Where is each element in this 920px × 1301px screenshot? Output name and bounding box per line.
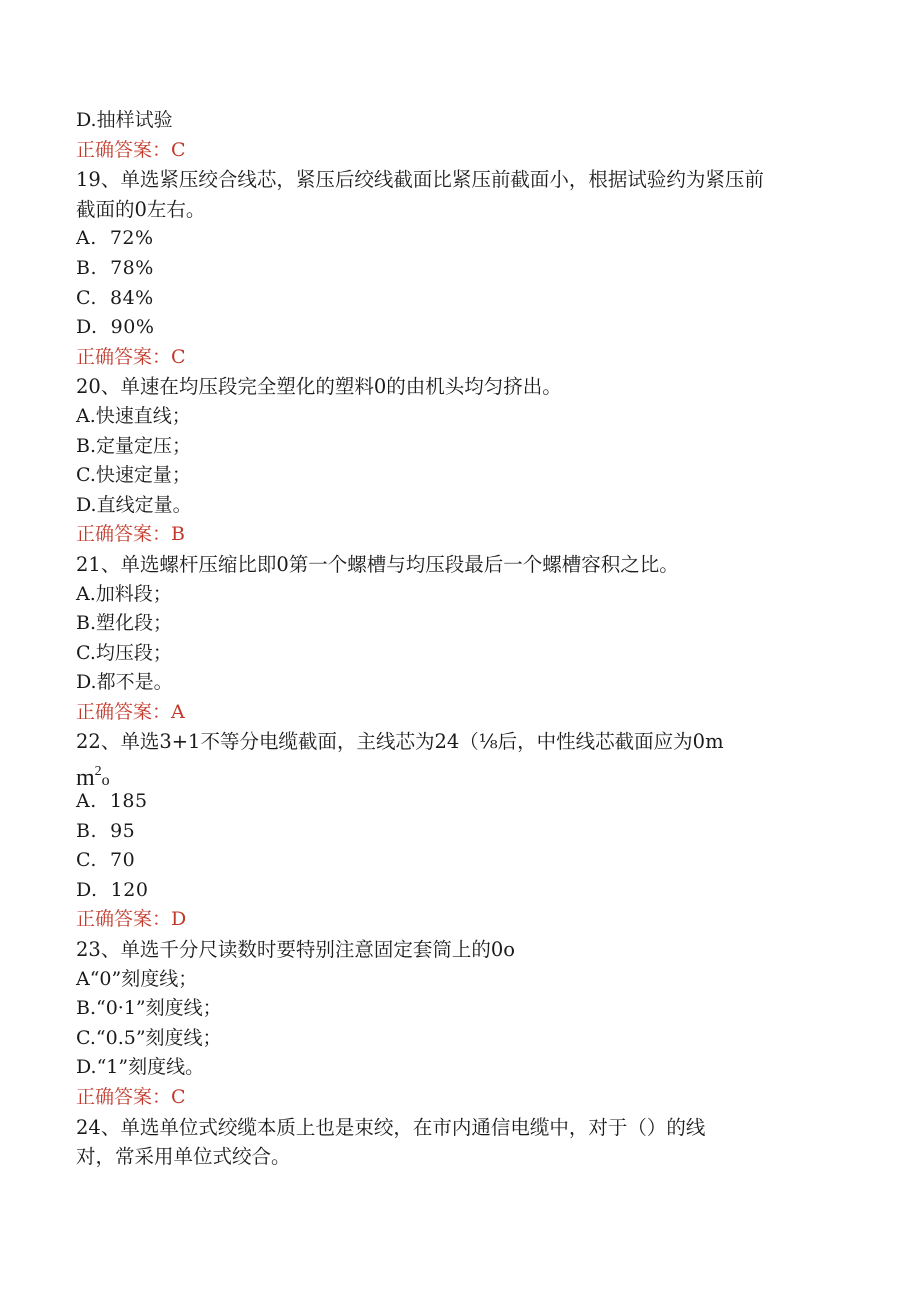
- option-line: C. 84%: [76, 286, 154, 309]
- question-line: 对，常采用单位式绞合。: [76, 1145, 291, 1169]
- answer-line: 正确答案：D: [76, 908, 187, 931]
- question-line: 20、单速在均压段完全塑化的塑料0的由机头均匀挤出。: [76, 375, 562, 399]
- option-line: C.“0.5”刻度线；: [76, 1026, 222, 1049]
- answer-line: 正确答案：C: [76, 345, 186, 368]
- option-line: D.都不是。: [76, 671, 173, 694]
- option-line: B.“0·1”刻度线；: [76, 997, 222, 1020]
- unit-superscript: 2: [94, 764, 102, 780]
- option-line: C.快速定量；: [76, 464, 191, 487]
- question-line: 24、单选单位式绞缆本质上也是束绞，在市内通信电缆中，对于（）的线: [76, 1115, 706, 1139]
- answer-line: 正确答案：A: [76, 700, 185, 723]
- question-line: 21、单选螺杆压缩比即0第一个螺槽与均压段最后一个螺槽容积之比。: [76, 552, 679, 576]
- option-line: A. 72%: [76, 227, 154, 250]
- option-line: B.塑化段；: [76, 612, 173, 635]
- option-line: C. 70: [76, 849, 136, 872]
- unit-base: m: [76, 765, 95, 792]
- question-line: 19、单选紧压绞合线芯，紧压后绞线截面比紧压前截面小，根据试验约为紧压前: [76, 168, 764, 192]
- question-line: 23、单选千分尺读数时要特别注意固定套筒上的0o: [76, 938, 515, 962]
- option-line: D.直线定量。: [76, 493, 192, 516]
- answer-line: 正确答案：B: [76, 523, 185, 546]
- option-line: D. 90%: [76, 316, 155, 339]
- unit-tail: o: [101, 772, 110, 790]
- option-line: D.“1”刻度线。: [76, 1056, 205, 1079]
- option-line: A.快速直线；: [76, 404, 191, 427]
- option-line: A“0”刻度线；: [76, 967, 198, 990]
- answer-line: 正确答案：C: [76, 1086, 186, 1108]
- question-line: 截面的0左右。: [76, 197, 206, 221]
- document-page: [76, 106, 856, 1172]
- option-line: B.定量定压；: [76, 434, 192, 457]
- answer-line: 正确答案：C: [76, 138, 186, 161]
- option-line: D. 120: [76, 878, 149, 901]
- option-line: A.加料段；: [76, 582, 172, 605]
- question-line: 22、单选3+1不等分电缆截面，主线芯为24（⅛后，中性线芯截面应为0m: [76, 730, 724, 754]
- option-line: B. 95: [76, 819, 136, 842]
- option-line: A. 185: [76, 790, 148, 813]
- option-line: D.抽样试验: [76, 109, 173, 131]
- option-line: C.均压段；: [76, 641, 172, 664]
- option-line: B. 78%: [76, 256, 154, 279]
- unit-line: [76, 757, 856, 792]
